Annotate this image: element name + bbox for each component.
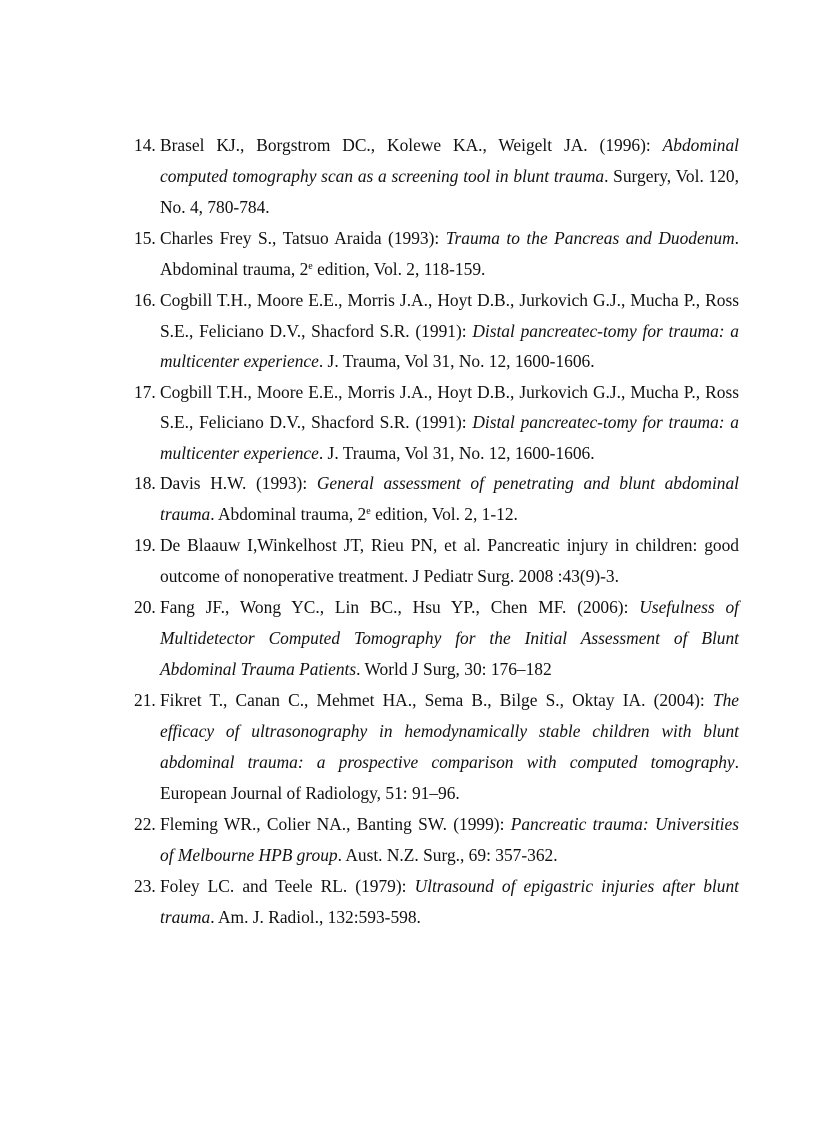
- reference-authors: Foley LC. and Teele RL. (1979):: [160, 876, 415, 896]
- reference-source: . European Journal of Radiology, 51: 91–96.: [160, 752, 739, 803]
- reference-number: 22.: [134, 814, 156, 834]
- reference-source: . J. Trauma, Vol 31, No. 12, 1600-1606.: [318, 351, 595, 371]
- reference-title: Ultrasound of epigastric injuries after blunt trauma: [160, 876, 739, 927]
- reference-text: [160, 377, 739, 469]
- edition-superscript: e: [366, 506, 371, 517]
- reference-source: . Am. J. Radiol., 132:593-598.: [210, 907, 421, 927]
- reference-source-end: edition, Vol. 2, 1-12.: [370, 504, 518, 524]
- reference-number: 20.: [134, 597, 156, 617]
- reference-authors: Fikret T., Canan C., Mehmet HA., Sema B., Bilge S., Oktay IA. (2004):: [160, 690, 713, 710]
- reference-authors: Cogbill T.H., Moore E.E., Morris J.A., Hoyt D.B., Jurkovich G.J., Mucha P., Ross S.E., Feliciano D.V., Shacford S.R. (1991):: [160, 381, 739, 432]
- reference-item: [134, 871, 739, 933]
- reference-title: Distal pancreatec-tomy for trauma: a multicenter experience: [160, 320, 739, 371]
- reference-number: 19.: [134, 535, 156, 555]
- reference-item: [134, 285, 739, 377]
- reference-title: Usefulness of Multidetector Computed Tomography for the Initial Assessment of Blunt Abdominal Trauma Patients: [160, 597, 739, 679]
- reference-text: [160, 592, 739, 685]
- reference-title: Trauma to the Pancreas and Duodenum: [445, 228, 735, 248]
- reference-text: [160, 468, 739, 530]
- reference-title: General assessment of penetrating and blunt abdominal trauma: [160, 473, 739, 524]
- reference-text: [160, 871, 739, 933]
- reference-source: . Abdominal trauma, 2: [210, 504, 367, 524]
- reference-source-end: edition, Vol. 2, 118-159.: [312, 259, 486, 279]
- reference-item: [134, 223, 739, 285]
- reference-item: [134, 530, 739, 592]
- reference-authors: Fang JF., Wong YC., Lin BC., Hsu YP., Chen MF. (2006):: [160, 597, 640, 617]
- reference-source: . J. Trauma, Vol 31, No. 12, 1600-1606.: [318, 442, 595, 463]
- reference-item: [134, 130, 739, 223]
- reference-item: [134, 592, 739, 685]
- reference-authors: Charles Frey S., Tatsuo Araida (1993):: [160, 228, 446, 248]
- reference-text: [160, 285, 739, 377]
- reference-list: [134, 130, 739, 933]
- reference-text: [160, 130, 739, 223]
- reference-number: 18.: [134, 473, 156, 493]
- edition-superscript: e: [308, 261, 313, 272]
- reference-title: Pancreatic trauma: Universities of Melbourne HPB group: [160, 814, 739, 865]
- reference-source: . Aust. N.Z. Surg., 69: 357-362.: [337, 845, 558, 865]
- reference-text: [160, 223, 739, 285]
- reference-item: [134, 468, 739, 530]
- reference-number: 23.: [134, 876, 156, 896]
- reference-item: [134, 377, 739, 469]
- reference-number: 16.: [134, 290, 156, 310]
- reference-number: 15.: [134, 228, 156, 248]
- reference-text: [160, 685, 739, 809]
- reference-item: [134, 809, 739, 871]
- reference-text: [160, 809, 739, 871]
- reference-title: Abdominal computed tomography scan as a screening tool in blunt trauma: [160, 135, 739, 186]
- reference-authors: Davis H.W. (1993):: [160, 473, 317, 493]
- reference-authors: Cogbill T.H., Moore E.E., Morris J.A., Hoyt D.B., Jurkovich G.J., Mucha P., Ross S.E., Feliciano D.V., Shacford S.R. (1991):: [160, 290, 739, 341]
- reference-number: 14.: [134, 135, 156, 155]
- reference-number: 21.: [134, 690, 156, 710]
- reference-number: 17.: [134, 381, 156, 402]
- reference-source: . Surgery, Vol. 120, No. 4, 780-784.: [160, 166, 739, 217]
- reference-title: The efficacy of ultrasonography in hemodynamically stable children with blunt abdominal trauma: a prospective comparison with computed tomography: [160, 690, 739, 772]
- reference-item: [134, 685, 739, 809]
- reference-title: Distal pancreatec-tomy for trauma: a multicenter experience: [160, 412, 739, 463]
- reference-source: . World J Surg, 30: 176–182: [356, 659, 552, 679]
- reference-authors: Brasel KJ., Borgstrom DC., Kolewe KA., Weigelt JA. (1996):: [160, 135, 663, 155]
- reference-source: . Abdominal trauma, 2: [160, 228, 739, 279]
- reference-text: De Blaauw I,Winkelhost JT, Rieu PN, et al. Pancreatic injury in children: good outcome of nonoperative treatment. J Pediatr Surg. 2008 :43(9)-3.: [160, 535, 739, 586]
- reference-authors: Fleming WR., Colier NA., Banting SW. (1999):: [160, 814, 511, 834]
